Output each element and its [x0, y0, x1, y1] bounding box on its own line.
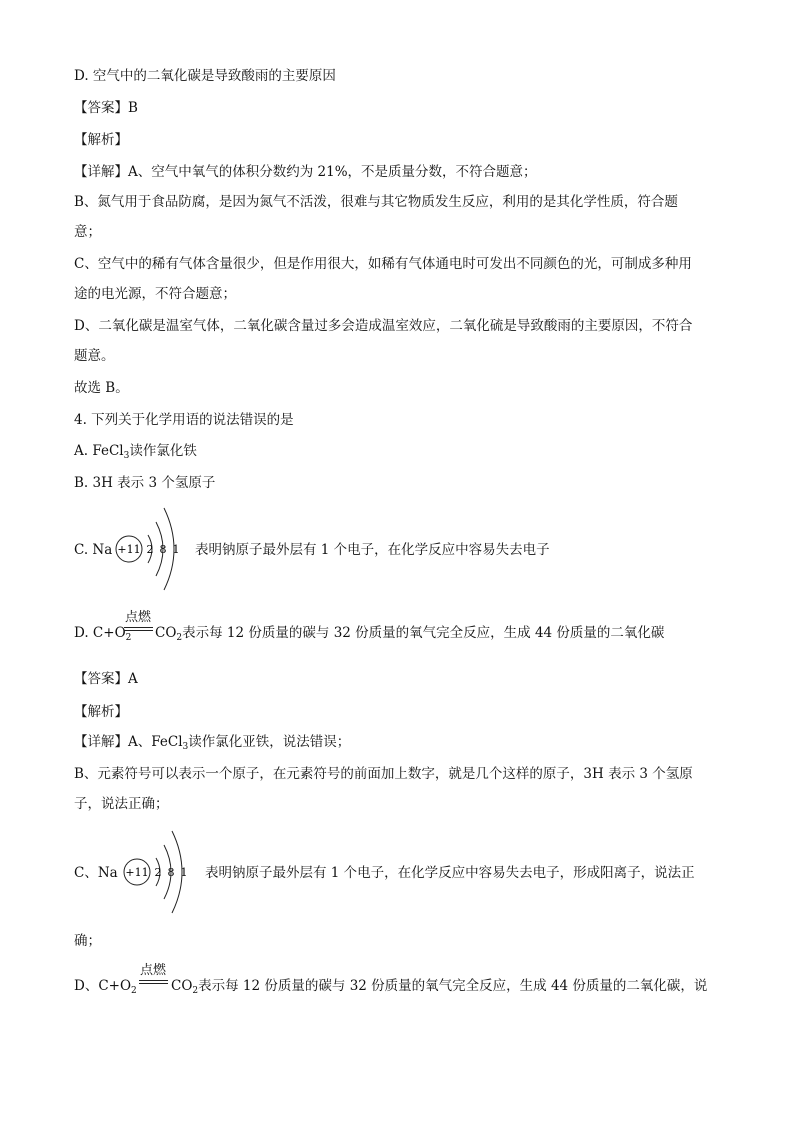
q3-detail-d-line2: 题意。 — [74, 348, 115, 364]
q4-option-a: A. FeCl$_3$读作氯化铁 — [74, 443, 197, 461]
sodium-atom-diagram-detail — [120, 823, 200, 915]
shell-1-count: 2 — [146, 543, 154, 556]
q4-detail-c-prefix: C、Na — [74, 865, 118, 881]
q4-detail-b-line1: B、元素符号可以表示一个原子，在元素符号的前面加上数字，就是几个这样的原子，3H 表示 3 个氢原 — [74, 766, 693, 782]
q4-detail-c-line2: 确； — [74, 933, 101, 949]
q3-detail-c-line1: C、空气中的稀有气体含量很少，但是作用很大，如稀有气体通电时可发出不同颜色的光，可制成多种用 — [74, 256, 692, 272]
q4-detail-c-text: 表明钠原子最外层有 1 个电子，在化学反应中容易失去电子，形成阳离子，说法正 — [205, 865, 695, 881]
q4-analysis-heading: 【解析】 — [74, 704, 128, 720]
q4-detail-a: 【详解】A、FeCl$_3$读作氯化亚铁，说法错误； — [74, 734, 351, 752]
q4-option-b: B. 3H 表示 3 个氢原子 — [74, 475, 216, 491]
q3-detail-d-line1: D、二氧化碳是温室气体，二氧化碳含量过多会造成温室效应，二氧化硫是导致酸雨的主要原因，不符合 — [74, 318, 693, 334]
q4-detail-d-reactants: D、$C+O_2$ — [74, 978, 137, 996]
shell-1-count: 2 — [154, 866, 162, 879]
q4-detail-d-equals — [139, 980, 168, 984]
q4-option-d-reactants: D. $C+O_2$ — [74, 625, 132, 643]
q3-detail-b-line1: B、氮气用于食品防腐，是因为氮气不活泼，很难与其它物质发生反应，利用的是其化学性质，符合题 — [74, 194, 678, 210]
nucleus-charge: +11 — [117, 543, 141, 556]
q3-analysis-heading: 【解析】 — [74, 132, 128, 148]
q4-detail-d-product: $CO_2$表示每 12 份质量的碳与 32 份质量的氧气完全反应，生成 44 份质量的二氧化碳，说 — [171, 978, 708, 996]
q3-conclusion: 故选 B。 — [74, 380, 129, 396]
q3-detail-b-line2: 意； — [74, 224, 101, 240]
shell-3-count: 1 — [172, 543, 180, 556]
q4-option-d-condition: 点燃 — [124, 610, 151, 625]
q3-option-d: D. 空气中的二氧化碳是导致酸雨的主要原因 — [74, 68, 336, 84]
shell-2-count: 8 — [167, 866, 175, 879]
q3-answer: 【答案】B — [74, 100, 138, 116]
q4-answer: 【答案】A — [74, 671, 138, 687]
q3-detail-a: 【详解】A、空气中氧气的体积分数约为 21%，不是质量分数，不符合题意； — [74, 164, 537, 180]
q4-detail-d-condition: 点燃 — [139, 963, 166, 978]
shell-2-count: 8 — [159, 543, 167, 556]
q4-detail-b-line2: 子，说法正确； — [74, 796, 169, 812]
q3-detail-c-line2: 途的电光源，不符合题意； — [74, 286, 236, 302]
sodium-atom-diagram — [112, 500, 192, 592]
q4-option-d-product: $CO_2$表示每 12 份质量的碳与 32 份质量的氧气完全反应，生成 44 份质量的二氧化碳 — [155, 625, 665, 643]
q4-option-c-prefix: C. Na — [74, 542, 113, 558]
shell-3-count: 1 — [180, 866, 188, 879]
q4-option-c-text: 表明钠原子最外层有 1 个电子，在化学反应中容易失去电子 — [195, 542, 550, 558]
q4-option-d-equals — [124, 627, 153, 631]
nucleus-charge: +11 — [125, 866, 149, 879]
q4-stem: 4. 下列关于化学用语的说法错误的是 — [74, 412, 294, 428]
